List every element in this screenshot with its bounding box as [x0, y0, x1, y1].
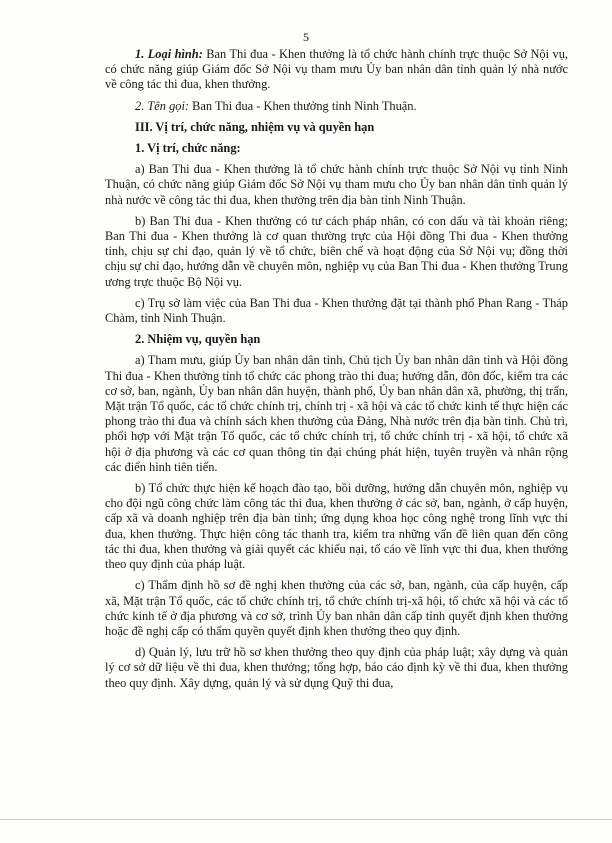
paragraph-text: a) Tham mưu, giúp Ủy ban nhân dân tỉnh, Chủ tịch Ủy ban nhân dân tỉnh và Hội đồng Thi đua - Khen thưởng tỉnh tổ chức các phong trào thi đua; hướng dẫn, đôn đốc, kiểm tra các cơ sở, ban, ngành, Ủy ban nhân dân huyện, thành phố, Ủy ban nhân dân xã, phường, thị trấn, Mặt trận Tổ quốc, các tổ chức chính trị, chính trị - xã hội và các tổ chức kinh tế thực hiện các phong trào thi đua và chính sách khen thưởng của Đảng, Nhà nước trên địa bàn tỉnh. Chủ trì, phối hợp với Mặt trận Tổ quốc, các tổ chức chính trị, tổ chức chính trị - xã hội, tổ chức xã hội ở địa phương và các cơ quan thông tin đại chúng phát hiện, tuyên truyền và nhân rộng các điển hình tiên tiến. — [105, 353, 568, 474]
footer-divider — [0, 819, 612, 820]
paragraph — [105, 47, 568, 93]
page-number: 5 — [303, 30, 309, 44]
paragraph — [105, 162, 568, 208]
paragraph-text: b) Tổ chức thực hiện kế hoạch đào tạo, bồi dưỡng, hướng dẫn chuyên môn, nghiệp vụ cho đội ngũ công chức làm công tác thi đua, khen thưởng ở các sở, ban, ngành, ở cấp huyện, cấp xã và doanh nghiệp trên địa bàn tỉnh; ứng dụng khoa học công nghệ trong lĩnh vực thi đua, khen thưởng. Thực hiện công tác thanh tra, kiểm tra những vấn đề liên quan đến công tác thi đua, khen thưởng và giải quyết các khiếu nại, tố cáo về lĩnh vực thi đua, khen thưởng theo quy định của pháp luật. — [105, 481, 568, 572]
paragraph — [105, 99, 568, 114]
paragraph-text: b) Ban Thi đua - Khen thưởng có tư cách pháp nhân, có con dấu và tài khoản riêng; Ban Thi đua - Khen thưởng là cơ quan thường trực của Hội đồng Thi đua - Khen thưởng tỉnh, chịu sự chỉ đạo, quản lý về tổ chức, biên chế và hoạt động của Sở Nội vụ; đồng thời chịu sự chỉ đạo, hướng dẫn về chuyên môn, nghiệp vụ của Ban Thi đua - Khen thưởng Trung ương trực thuộc Bộ Nội vụ. — [105, 213, 568, 289]
paragraph — [105, 481, 568, 572]
paragraph — [105, 645, 568, 691]
paragraph-text: Ban Thi đua - Khen thưởng tỉnh Ninh Thuận. — [189, 98, 417, 113]
paragraph-text: c) Trụ sở làm việc của Ban Thi đua - Khen thưởng đặt tại thành phố Phan Rang - Tháp Chàm, tỉnh Ninh Thuận. — [105, 295, 568, 326]
section-heading: 2. Nhiệm vụ, quyền hạn — [135, 332, 261, 347]
paragraph — [105, 353, 568, 475]
section-heading: 1. Vị trí, chức năng: — [135, 141, 241, 156]
section-heading: III. Vị trí, chức năng, nhiệm vụ và quyền hạn — [135, 119, 375, 134]
document-body — [105, 47, 568, 697]
paragraph-text: Ban Thi đua - Khen thưởng là tổ chức hành chính trực thuộc Sở Nội vụ, có chức năng giúp Giám đốc Sở Nội vụ tham mưu Ủy ban nhân dân tỉnh quản lý nhà nước về công tác thi đua, khen thưởng. — [105, 47, 569, 92]
paragraph-label: 2. Tên gọi: — [135, 98, 190, 113]
paragraph-text: c) Thẩm định hồ sơ đề nghị khen thưởng của các sở, ban, ngành, của cấp huyện, cấp xã, Mặt trận Tổ quốc, các tổ chức chính trị, tổ chức chính trị-xã hội, tổ chức xã hội và các tổ chức kinh tế ở địa phương và cơ sở, trình Ủy ban nhân dân cấp tỉnh quyết định khen thưởng hoặc đề nghị cấp có thẩm quyền quyết định khen thưởng theo quy định. — [105, 578, 568, 638]
paragraph — [105, 214, 568, 290]
paragraph — [105, 578, 568, 639]
paragraph-text: d) Quản lý, lưu trữ hồ sơ khen thưởng theo quy định của pháp luật; xây dựng và quản lý cơ sở dữ liệu về thi đua, khen thưởng; tổng hợp, báo cáo định kỳ về thi đua, khen thưởng theo quy định. Xây dựng, quản lý và sử dụng Quỹ thi đua, — [105, 645, 568, 690]
paragraph-label: 1. Loại hình: — [135, 47, 203, 61]
paragraph — [105, 296, 568, 326]
paragraph-text: a) Ban Thi đua - Khen thưởng là tổ chức hành chính trực thuộc Sở Nội vụ tỉnh Ninh Thuận, có chức năng giúp Giám đốc Sở Nội vụ tham mưu cho Ủy ban nhân dân tỉnh quản lý nhà nước về công tác thi đua, khen thưởng trên địa bàn tỉnh Ninh Thuận. — [105, 162, 568, 207]
